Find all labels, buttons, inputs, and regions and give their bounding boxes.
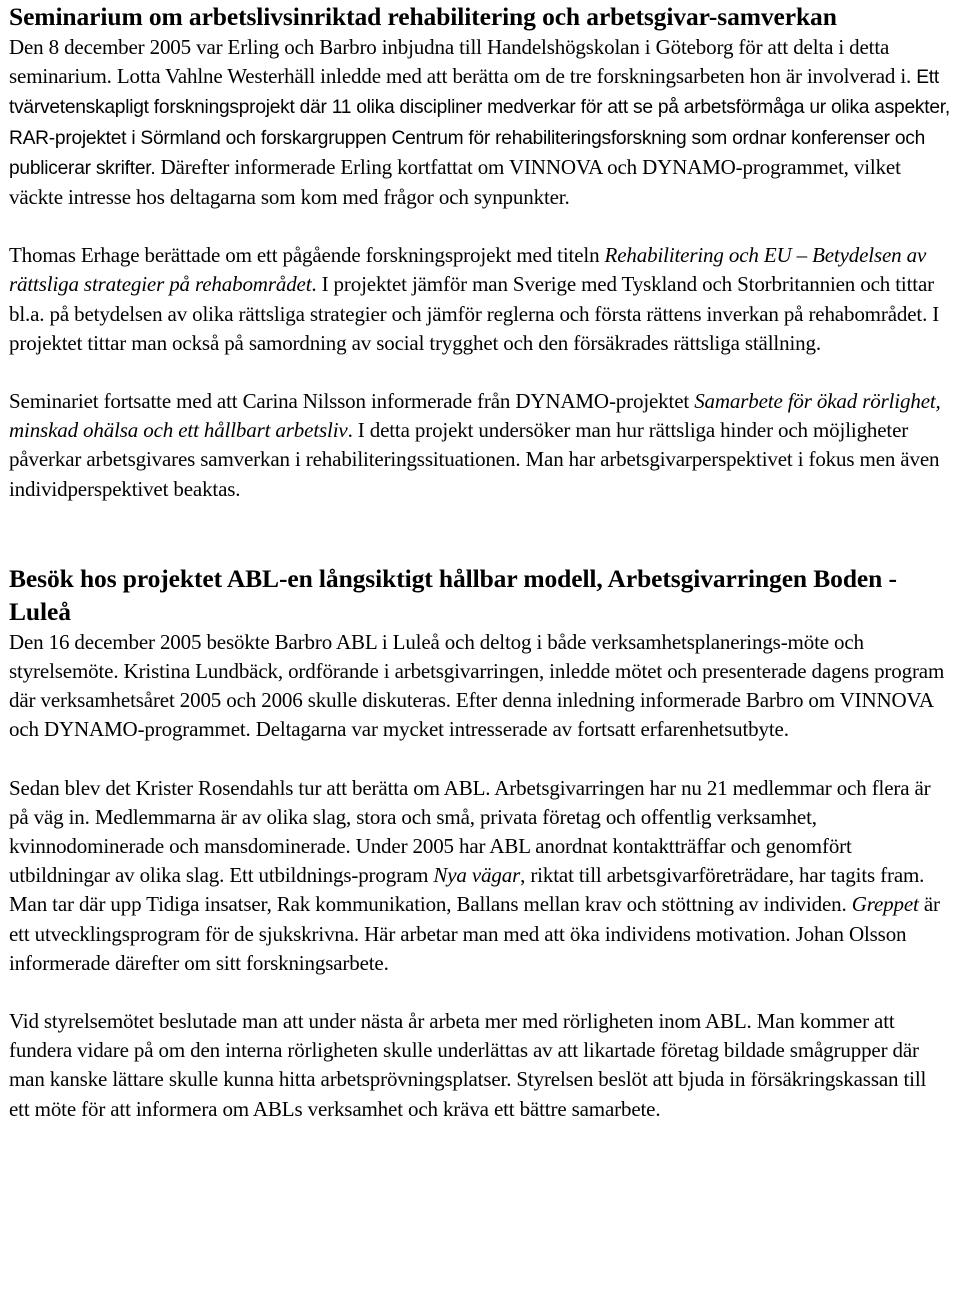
section1-heading: Seminarium om arbetslivsinriktad rehabilitering och arbetsgivar-samverkan — [9, 2, 837, 31]
section1-p3-end: . I detta projekt undersöker man hur rättsliga hinder och möjligheter påverkar arbetsgivares samverkan i rehabiliteringssituationen. Man har arbetsgivarperspektivet i fokus men även individperspektivet beaktas. — [9, 418, 940, 501]
section1-p2-end: . I projektet jämför man Sverige med Tyskland och Storbritannien och tittar bl.a. på betydelsen av olika rättsliga strategier och jämför reglerna och första rättens inverkan på rehabområdet. I projektet tittar man också på samordning av social trygghet och den försäkrades rättsliga ställning. — [9, 272, 940, 355]
section1-p3-project-title: Samarbete för ökad rörlighet, minskad ohälsa och ett hållbart arbetsliv — [9, 389, 941, 443]
section2-paragraph-1: Den 16 december 2005 besökte Barbro ABL i Luleå och deltog i både verksamhetsplanerings-möte och styrelsemöte. Kristina Lundbäck, ordförande i arbetsgivarringen, inledde mötet och presenterade dagens program där verksamhetsåret 2005 och 2006 skulle diskuteras. Efter denna inledning informerade Barbro om VINNOVA och DYNAMO-programmet. Deltagarna var mycket intresserade av fortsatt erfarenhetsutbyte. — [9, 629, 945, 742]
section1-p2-project-title: Rehabilitering och EU – Betydelsen av rättsliga strategier på rehabområdet — [9, 243, 927, 297]
section1-p1-end-text: Därefter informerade Erling kortfattat om VINNOVA och DYNAMO-programmet, vilket väckte intresse hos deltagarna som kom med frågor och synpunkter. — [9, 154, 901, 210]
section2-p2-start: Sedan blev det Krister Rosendahls tur att berätta om ABL. Arbetsgivarringen har nu 21 medlemmar och flera är på väg in. Medlemmarna är av olika slag, stora och små, privata företag och offentlig verksamhet, kvinnodominerade och mansdominerade. Under 2005 har ABL anordnat kontaktträffar och genomfört utbildningar av olika slag. Ett utbildnings-program — [9, 775, 931, 888]
section1-p3-start: Seminariet fortsatte med att Carina Nilsson informerade från DYNAMO-projektet — [9, 389, 690, 414]
section1-p2-start: Thomas Erhage berättade om ett pågående forskningsprojekt med titeln — [9, 243, 600, 268]
section2-p2-mid: , riktat till arbetsgivarföreträdare, har tagits fram. Man tar där upp Tidiga insatser, Rak kommunikation, Ballans mellan krav och stöttning av individen. — [9, 863, 925, 917]
section1-paragraph-1 — [9, 33, 951, 212]
section2-p2-greppet: Greppet — [851, 892, 919, 917]
section2-heading: Besök hos projektet ABL-en långsiktigt hållbar modell, Arbetsgivarringen Boden - Luleå — [9, 563, 897, 626]
section1-paragraph-2 — [9, 241, 951, 358]
section2-paragraph-3: Vid styrelsemötet beslutade man att under nästa år arbeta mer med rörligheten inom ABL. Man kommer att fundera vidare på om den interna rörligheten skulle underlättas av att likartade företag bildade smågrupper där man kanske lättare skulle kunna hitta arbetsprövningsplatser. Styrelsen beslöt att bjuda in försäkringskassan till ett möte för att informera om ABLs verksamhet och kräva ett bättre samarbete. — [9, 1009, 927, 1121]
section2-p2-program-name: Nya vägar — [433, 863, 521, 888]
section2-p2-end: är ett utvecklingsprogram för de sjukskrivna. Här arbetar man med att öka individens motivation. Johan Olsson informerade därefter om sitt forskningsarbete. — [9, 892, 940, 975]
section1-p1-text: Den 8 december 2005 var Erling och Barbro inbjudna till Handelshögskolan i Göteborg för att delta i detta seminarium. Lotta Vahlne Westerhäll inledde med att berätta om de tre forskningsarbeten hon är involverad i. — [9, 35, 912, 89]
section1-paragraph-3 — [9, 387, 951, 504]
section1-p1-sans-text: Ett tvärvetenskapligt forskningsprojekt där 11 olika discipliner medverkar för att se på arbetsförmåga ur olika aspekter, RAR-projektet i Sörmland och forskargruppen Centrum för rehabiliteringsforskning som ordnar konferenser och publicerar skrifter. — [9, 67, 950, 179]
section2-paragraph-2 — [9, 774, 951, 978]
